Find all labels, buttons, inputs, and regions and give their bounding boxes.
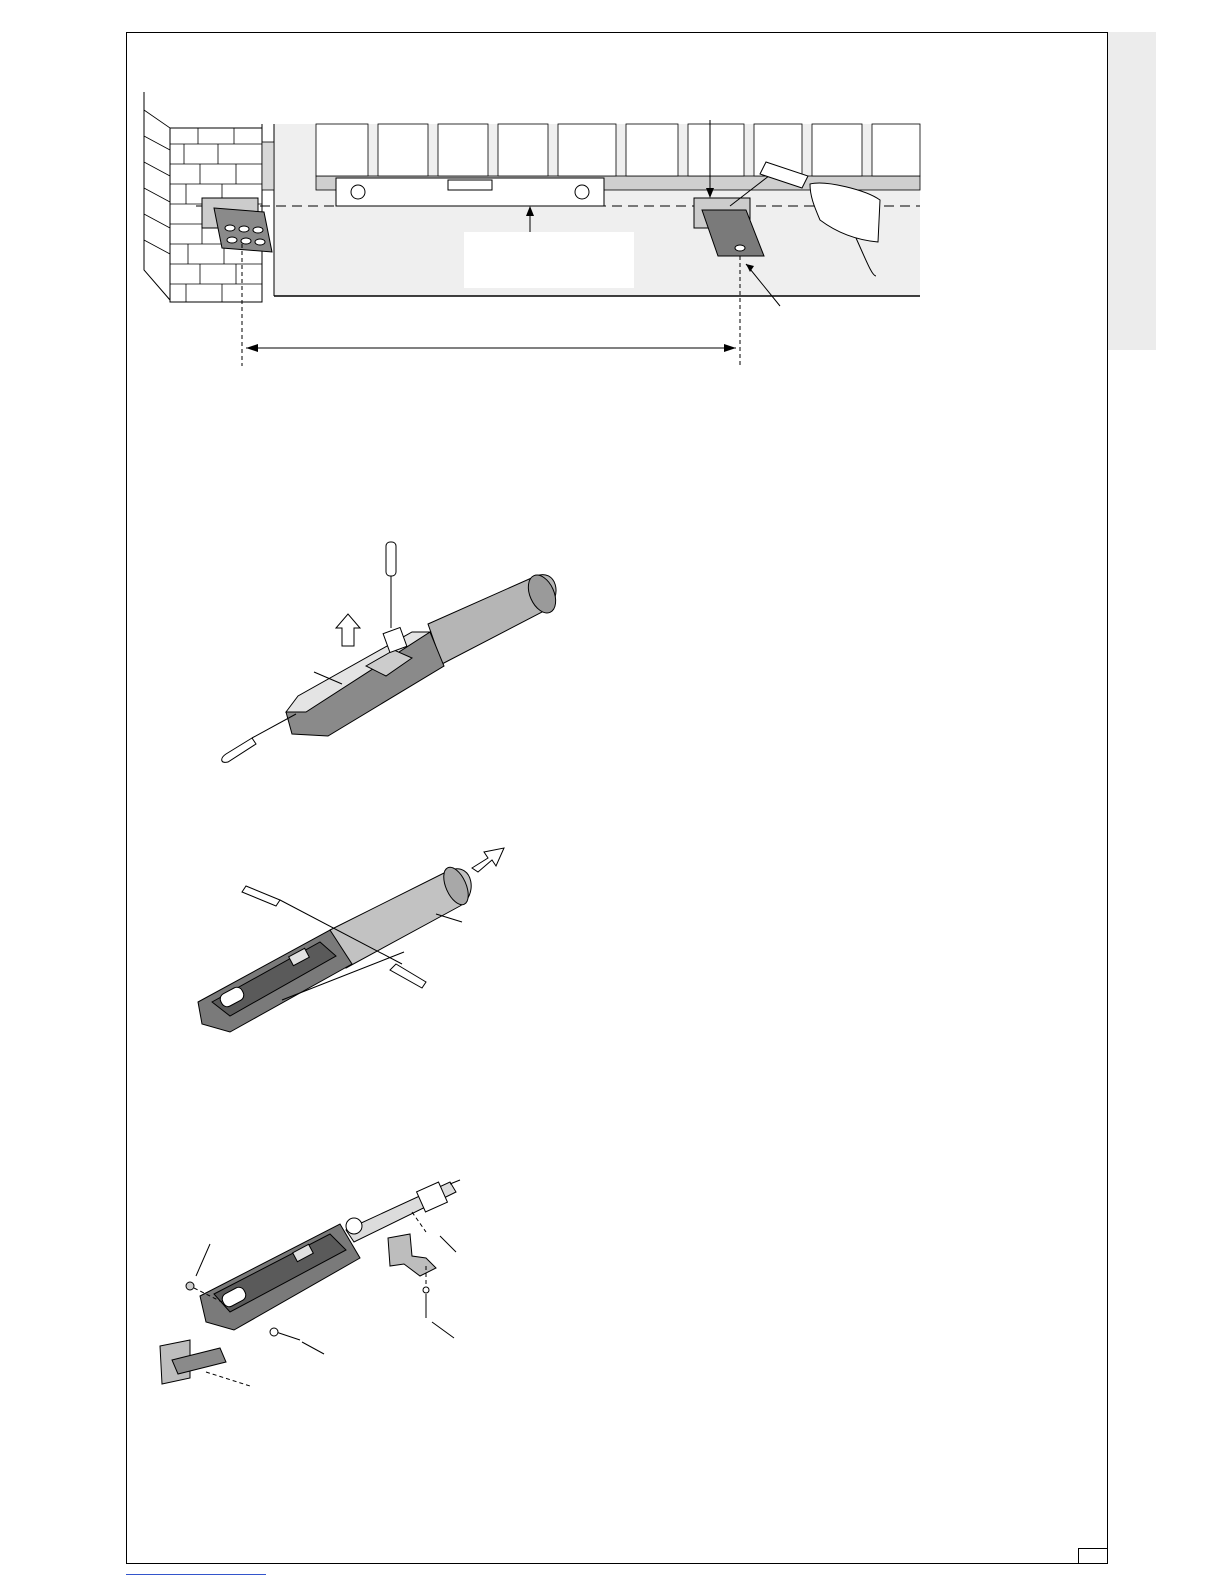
bolt bbox=[276, 1332, 300, 1340]
figure-remove-tube bbox=[190, 840, 520, 1040]
actuator-body bbox=[286, 632, 444, 736]
spirit-level bbox=[336, 178, 604, 206]
footer-link-underline[interactable] bbox=[126, 1574, 266, 1575]
screwdriver-horizontal bbox=[222, 714, 296, 762]
side-tab bbox=[1108, 32, 1156, 350]
page-number-box bbox=[1078, 1548, 1108, 1564]
rear-bracket bbox=[388, 1234, 436, 1276]
figure-gate-level-installation bbox=[126, 80, 956, 380]
lift-arrow bbox=[336, 614, 360, 646]
level-caption-box bbox=[464, 232, 634, 288]
figure-remove-cover bbox=[216, 536, 566, 766]
nut bbox=[186, 1282, 194, 1290]
figure-exploded-assembly bbox=[150, 1172, 470, 1402]
brick-wall bbox=[144, 92, 262, 302]
screwdriver-vertical bbox=[386, 542, 396, 628]
slide-arrow bbox=[472, 848, 504, 872]
